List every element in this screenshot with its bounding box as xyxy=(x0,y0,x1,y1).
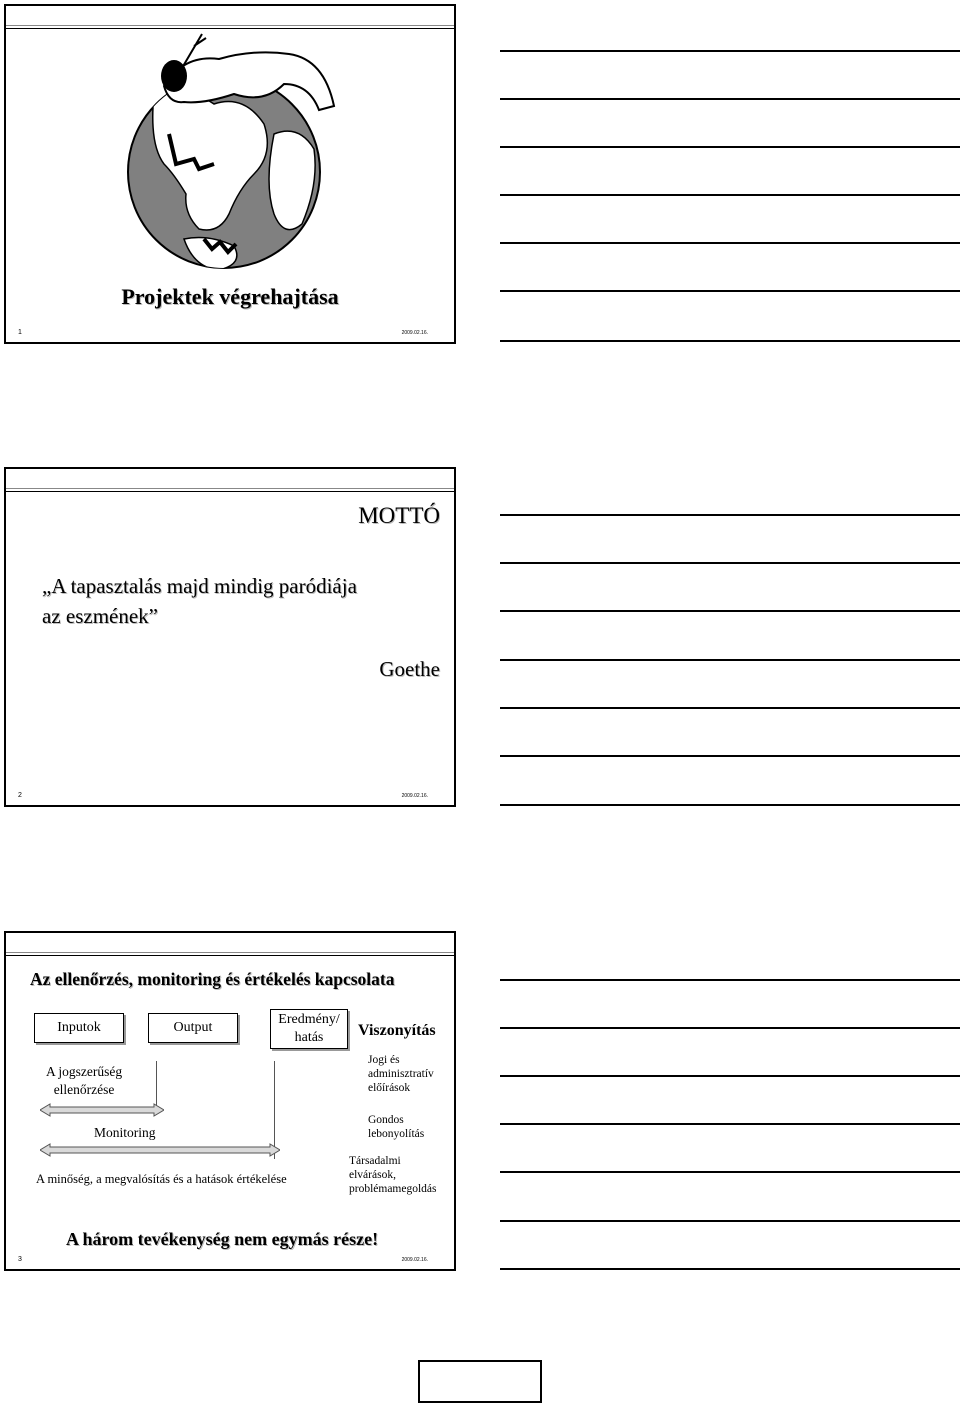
conclusion-text: A három tevékenység nem egymás része! xyxy=(66,1229,379,1249)
note-line xyxy=(500,1171,960,1173)
slide-2 xyxy=(4,467,456,807)
result-impact-box xyxy=(270,1009,348,1049)
note-line xyxy=(500,610,960,612)
person-hugging-globe-icon xyxy=(124,24,344,274)
criterion-line: elvárások, xyxy=(349,1169,396,1181)
note-line xyxy=(500,804,960,806)
note-line xyxy=(500,979,960,981)
slide-number: 3 xyxy=(18,1256,22,1263)
criterion-careful xyxy=(368,1113,424,1141)
monitoring-label: Monitoring xyxy=(94,1125,156,1140)
criterion-line: adminisztratív xyxy=(368,1068,434,1080)
note-line xyxy=(500,1268,960,1270)
legality-check-label xyxy=(46,1063,122,1099)
legality-line-2: ellenőrzése xyxy=(53,1082,115,1097)
motto-title: MOTTÓ xyxy=(358,503,440,528)
criterion-line: Társadalmi xyxy=(349,1155,401,1167)
slide-date: 2009.02.16. xyxy=(401,793,428,799)
slide-title: Projektek végrehajtása xyxy=(121,284,339,309)
legality-line-1: A jogszerűség xyxy=(46,1064,123,1079)
criterion-line: problémamegoldás xyxy=(349,1183,437,1195)
note-line xyxy=(500,98,960,100)
output-box: Output xyxy=(148,1013,238,1043)
note-line xyxy=(500,290,960,292)
result-label: Eredmény/ xyxy=(278,1012,340,1027)
note-line xyxy=(500,514,960,516)
monitoring-arrow xyxy=(40,1143,280,1157)
slide-date: 2009.02.16. xyxy=(401,330,428,336)
criterion-social xyxy=(349,1154,437,1196)
criterion-line: Gondos xyxy=(368,1114,404,1126)
slide-top-bar xyxy=(6,469,454,492)
note-line xyxy=(500,50,960,52)
inputs-box: Inputok xyxy=(34,1013,124,1043)
note-line xyxy=(500,194,960,196)
note-line xyxy=(500,1123,960,1125)
note-line xyxy=(500,242,960,244)
note-line xyxy=(500,562,960,564)
note-line xyxy=(500,1027,960,1029)
legality-arrow xyxy=(40,1103,164,1117)
evaluation-label: A minőség, a megvalósítás és a hatások értékelése xyxy=(36,1172,287,1186)
criterion-line: előírások xyxy=(368,1082,411,1094)
criterion-line: Jogi és xyxy=(368,1054,400,1066)
slide-1 xyxy=(4,4,456,344)
slide-3 xyxy=(4,931,456,1271)
slide-number: 2 xyxy=(18,792,22,799)
comparison-heading: Viszonyítás xyxy=(358,1022,436,1039)
quote-line-1: „A tapasztalás majd mindig paródiája xyxy=(42,574,357,598)
note-line xyxy=(500,659,960,661)
quote-author: Goethe xyxy=(379,657,440,681)
note-line xyxy=(500,755,960,757)
slide-number: 1 xyxy=(18,329,22,336)
note-line xyxy=(500,1075,960,1077)
quote-text xyxy=(42,571,357,631)
note-line xyxy=(500,340,960,342)
slide-heading: Az ellenőrzés, monitoring és értékelés kapcsolata xyxy=(30,969,395,989)
slide-date: 2009.02.16. xyxy=(401,1257,428,1263)
note-line xyxy=(500,146,960,148)
note-line xyxy=(500,707,960,709)
criterion-legal xyxy=(368,1053,434,1095)
note-line xyxy=(500,1220,960,1222)
criterion-line: lebonyolítás xyxy=(368,1128,425,1140)
quote-line-2: az eszmének” xyxy=(42,604,159,628)
page-footer-box xyxy=(418,1360,542,1403)
impact-label: hatás xyxy=(294,1030,324,1045)
slide-top-bar xyxy=(6,933,454,956)
